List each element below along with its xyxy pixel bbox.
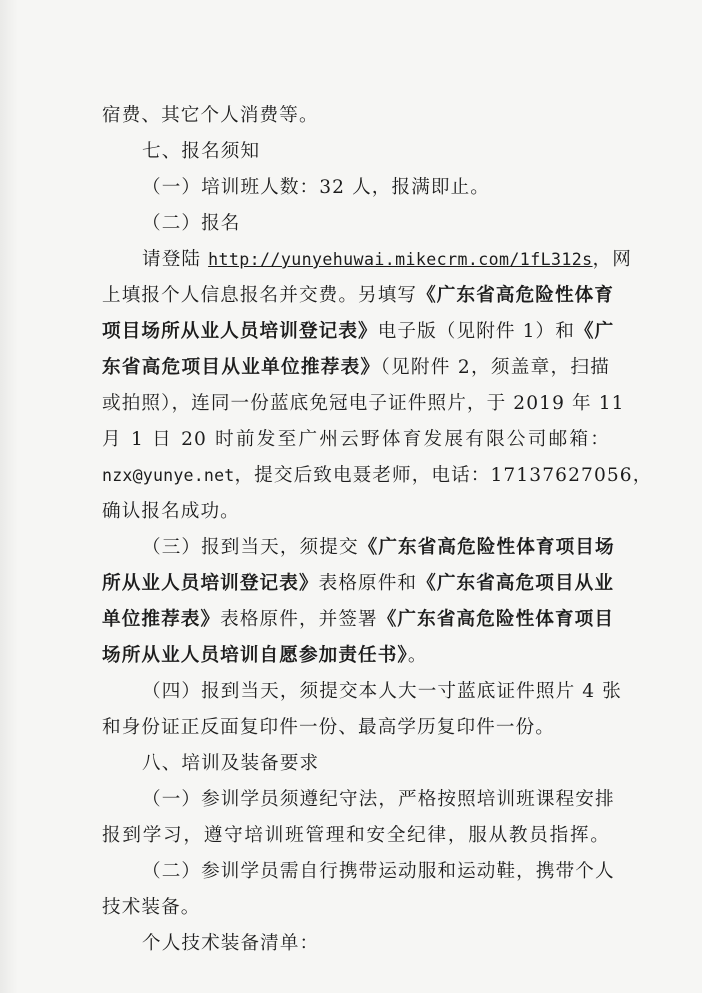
text-span: （三）报到当天，须提交 [142, 537, 359, 558]
bold-text: 东省高危项目从业单位推荐表》 [102, 357, 381, 378]
text-span: 请登陆 [142, 249, 209, 270]
paragraph-line [102, 422, 610, 458]
paragraph-line [102, 854, 615, 890]
text-span: 个人技术装备清单： [142, 933, 320, 954]
section-heading-registration [102, 134, 610, 170]
paragraph-line [102, 530, 615, 566]
text-span: （二）参训学员需自行携带运动服和运动鞋，携带个人 [142, 861, 615, 882]
scan-shadow [0, 0, 18, 993]
text-span: （一）培训班人数：32 人，报满即止。 [142, 177, 490, 198]
paragraph-line [102, 350, 610, 386]
bold-text: 项目场所从业人员培训登记表》 [102, 321, 378, 342]
text-span: 和身份证正反面复印件一份、最高学历复印件一份。 [102, 717, 555, 738]
bold-text: 所从业人员培训登记表》 [102, 573, 319, 594]
paragraph-line [102, 602, 615, 638]
registration-link[interactable]: http://yunyehuwai.mikecrm.com/1fL312s [208, 250, 593, 269]
text-span: 。 [407, 645, 428, 666]
bold-text: 《广东省高危险性体育项目场 [358, 537, 615, 558]
text-span: （四）报到当天，须提交本人大一寸蓝底证件照片 4 张 [142, 681, 622, 702]
text-span: ，提交后致电聂老师，电话：17137627056， [234, 465, 653, 486]
document-body [102, 98, 653, 962]
email-address[interactable]: nzx@yunye.net [102, 466, 235, 485]
paragraph-line [102, 710, 610, 746]
text-span: （见附件 2，须盖章，扫描 [380, 357, 610, 378]
text-span: （一）参训学员须遵纪守法，严格按照培训班课程安排 [142, 789, 615, 810]
text-span: 确认报名成功。 [102, 501, 240, 522]
paragraph-line [102, 926, 610, 962]
text-span: 宿费、其它个人消费等。 [102, 105, 319, 126]
section-heading-training [102, 746, 610, 782]
text-span: 七、报名须知 [142, 141, 261, 162]
text-span: 或拍照），连同一份蓝底免冠电子证件照片，于 2019 年 11 [102, 393, 625, 414]
paragraph-line [102, 638, 610, 674]
text-span: 上填报个人信息报名并交费。另填写 [102, 285, 418, 306]
paragraph-line [102, 170, 610, 206]
paragraph-line [102, 566, 615, 602]
bold-text: 单位推荐表》 [102, 609, 221, 630]
paragraph-line [102, 782, 615, 818]
paragraph-line [102, 890, 610, 926]
paragraph-line [102, 242, 632, 278]
text-span: ，网 [592, 249, 632, 270]
text-span: 电子版（见附件 1）和 [377, 321, 575, 342]
paragraph-line [102, 206, 610, 242]
text-span: 表格原件和 [318, 573, 418, 594]
paragraph-line [102, 494, 610, 530]
paragraph-line [102, 458, 653, 494]
text-span: （二）报名 [142, 213, 241, 234]
text-span: 月 1 日 20 时前发至广州云野体育发展有限公司邮箱： [102, 429, 610, 450]
text-span: 报到学习，遵守培训班管理和安全纪律，服从教员指挥。 [102, 825, 610, 846]
paragraph-line [102, 98, 610, 134]
bold-text: 场所从业人员培训自愿参加责任书》 [102, 645, 408, 666]
bold-text: 《广 [574, 321, 615, 342]
text-span: 技术装备。 [102, 897, 201, 918]
text-span: 八、培训及装备要求 [142, 753, 320, 774]
bold-text: 《广东省高危险性体育项目 [377, 609, 615, 630]
bold-text: 《广东省高危项目从业 [417, 573, 615, 594]
paragraph-line [102, 818, 610, 854]
paragraph-line [102, 386, 625, 422]
paragraph-line [102, 674, 622, 710]
paragraph-line [102, 278, 615, 314]
text-span: 表格原件，并签署 [220, 609, 378, 630]
paragraph-line [102, 314, 615, 350]
bold-text: 《广东省高危险性体育 [417, 285, 615, 306]
